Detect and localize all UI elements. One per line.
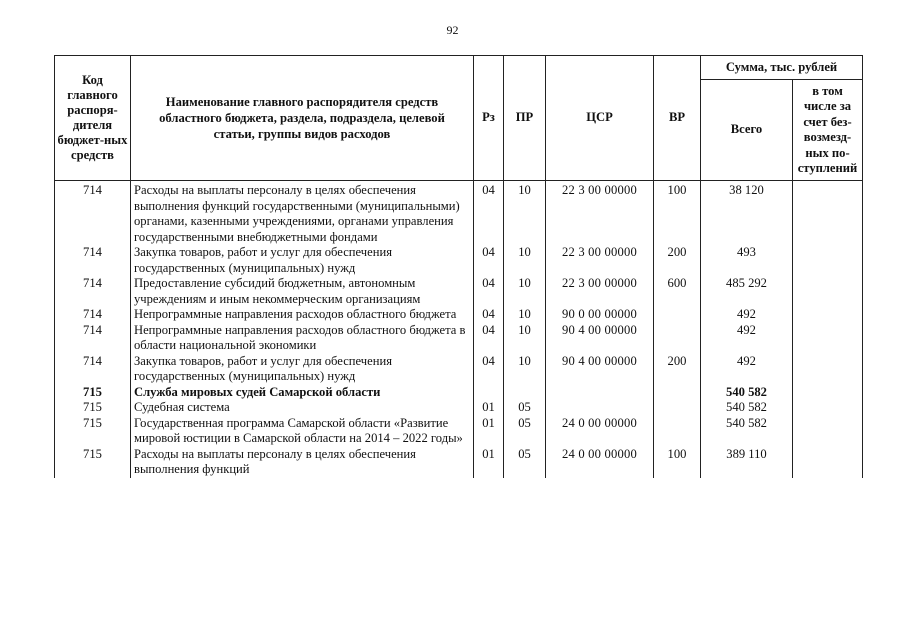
cell-vr [654, 307, 701, 323]
cell-code: 714 [55, 323, 131, 354]
cell-csr: 24 0 00 00000 [546, 447, 654, 478]
cell-name: Непрограммные направления расходов областного бюджета [131, 307, 474, 323]
cell-rz: 04 [474, 245, 504, 276]
cell-total: 492 [701, 307, 793, 323]
cell-name: Закупка товаров, работ и услуг для обеспечения государственных (муниципальных) нужд [131, 245, 474, 276]
cell-code: 714 [55, 245, 131, 276]
cell-csr: 90 4 00 00000 [546, 354, 654, 385]
table-row [55, 385, 863, 401]
header-sum-group: Сумма, тыс. рублей [701, 56, 863, 80]
cell-csr: 90 0 00 00000 [546, 307, 654, 323]
cell-rz: 04 [474, 307, 504, 323]
cell-pr: 10 [504, 354, 546, 385]
header-pr: ПР [504, 56, 546, 181]
cell-code: 714 [55, 307, 131, 323]
cell-incl [793, 400, 863, 416]
cell-pr: 05 [504, 447, 546, 478]
cell-vr [654, 416, 701, 447]
cell-code: 714 [55, 181, 131, 246]
header-code: Код главного распоря-дителя бюджет-ных средств [55, 56, 131, 181]
cell-name: Государственная программа Самарской области «Развитие мировой юстиции в Самарской области на 2014 – 2022 годы» [131, 416, 474, 447]
cell-code: 714 [55, 354, 131, 385]
cell-incl [793, 181, 863, 246]
cell-incl [793, 416, 863, 447]
cell-code: 715 [55, 416, 131, 447]
header-incl: в том числе за счет без-возмезд-ных по-ступлений [793, 80, 863, 181]
cell-total: 540 582 [701, 400, 793, 416]
cell-csr: 24 0 00 00000 [546, 416, 654, 447]
cell-name: Судебная система [131, 400, 474, 416]
cell-rz: 04 [474, 276, 504, 307]
cell-vr: 200 [654, 245, 701, 276]
cell-incl [793, 245, 863, 276]
table-body [55, 181, 863, 478]
cell-name: Служба мировых судей Самарской области [131, 385, 474, 401]
cell-total: 493 [701, 245, 793, 276]
cell-pr [504, 385, 546, 401]
cell-pr: 05 [504, 416, 546, 447]
cell-incl [793, 447, 863, 478]
header-rz: Рз [474, 56, 504, 181]
cell-rz: 01 [474, 416, 504, 447]
cell-csr: 22 3 00 00000 [546, 245, 654, 276]
cell-code: 715 [55, 447, 131, 478]
cell-rz: 04 [474, 323, 504, 354]
cell-incl [793, 323, 863, 354]
cell-csr [546, 385, 654, 401]
table-row [55, 307, 863, 323]
table-row [55, 416, 863, 447]
cell-vr: 100 [654, 181, 701, 246]
cell-code: 715 [55, 385, 131, 401]
cell-csr: 22 3 00 00000 [546, 181, 654, 246]
cell-rz: 04 [474, 181, 504, 246]
table-row [55, 181, 863, 246]
header-vr: ВР [654, 56, 701, 181]
cell-vr [654, 400, 701, 416]
table-row [55, 323, 863, 354]
page-number: 92 [446, 23, 459, 37]
cell-csr [546, 400, 654, 416]
cell-pr: 10 [504, 307, 546, 323]
cell-rz: 01 [474, 447, 504, 478]
cell-rz: 04 [474, 354, 504, 385]
cell-total: 540 582 [701, 385, 793, 401]
cell-rz [474, 385, 504, 401]
cell-name: Предоставление субсидий бюджетным, автономным учреждениям и иным некоммерческим организациям [131, 276, 474, 307]
header-total: Всего [701, 80, 793, 181]
table-row [55, 276, 863, 307]
cell-vr: 600 [654, 276, 701, 307]
cell-code: 715 [55, 400, 131, 416]
cell-pr: 10 [504, 181, 546, 246]
cell-incl [793, 307, 863, 323]
cell-name: Закупка товаров, работ и услуг для обеспечения государственных (муниципальных) нужд [131, 354, 474, 385]
cell-total: 38 120 [701, 181, 793, 246]
cell-code: 714 [55, 276, 131, 307]
cell-incl [793, 385, 863, 401]
cell-incl [793, 354, 863, 385]
table-row [55, 447, 863, 478]
cell-total: 540 582 [701, 416, 793, 447]
table-row [55, 400, 863, 416]
budget-table [54, 55, 863, 478]
header-csr: ЦСР [546, 56, 654, 181]
cell-total: 492 [701, 323, 793, 354]
cell-csr: 90 4 00 00000 [546, 323, 654, 354]
cell-name: Расходы на выплаты персоналу в целях обеспечения выполнения функций [131, 447, 474, 478]
cell-total: 389 110 [701, 447, 793, 478]
cell-pr: 05 [504, 400, 546, 416]
cell-vr [654, 323, 701, 354]
cell-pr: 10 [504, 245, 546, 276]
cell-vr: 100 [654, 447, 701, 478]
cell-name: Расходы на выплаты персоналу в целях обеспечения выполнения функций государственными (муниципальными) органами, казенными учреждениями, органами управления государственными внебюджетными фондами [131, 181, 474, 246]
header-name: Наименование главного распорядителя средств областного бюджета, раздела, подраздела, целевой статьи, группы видов расходов [131, 56, 474, 181]
table-row [55, 245, 863, 276]
cell-incl [793, 276, 863, 307]
cell-pr: 10 [504, 276, 546, 307]
cell-pr: 10 [504, 323, 546, 354]
cell-total: 485 292 [701, 276, 793, 307]
cell-csr: 22 3 00 00000 [546, 276, 654, 307]
cell-total: 492 [701, 354, 793, 385]
table-row [55, 354, 863, 385]
cell-vr: 200 [654, 354, 701, 385]
cell-name: Непрограммные направления расходов областного бюджета в области национальной экономики [131, 323, 474, 354]
cell-vr [654, 385, 701, 401]
table-header [55, 56, 863, 181]
cell-rz: 01 [474, 400, 504, 416]
